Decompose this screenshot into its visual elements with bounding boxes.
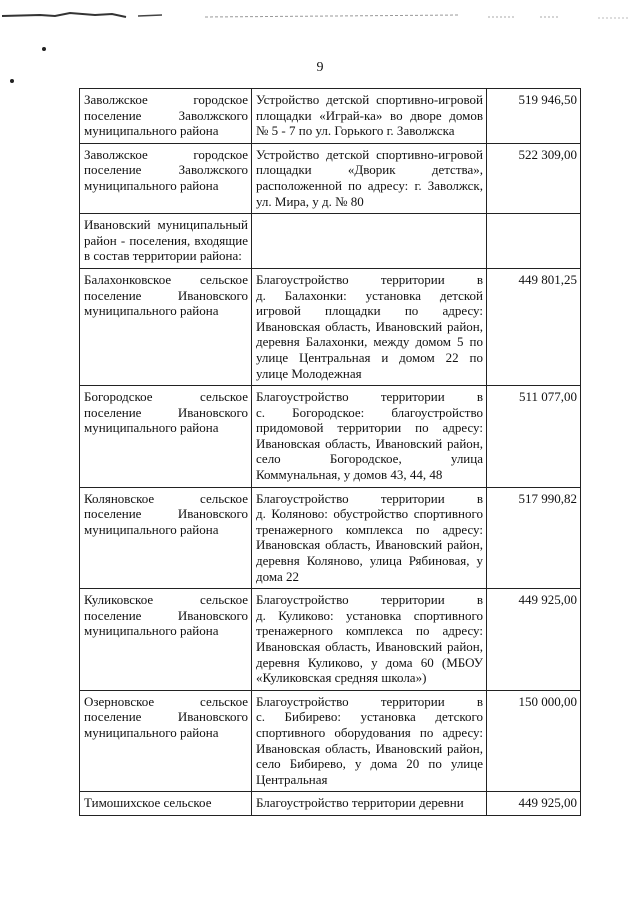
text-line: дома 22: [256, 568, 300, 584]
scan-artifact-top: [0, 0, 640, 28]
text-line: муниципального района: [84, 623, 219, 639]
text-line: деревня Куликово, у дома 60 (МБОУ: [256, 654, 483, 670]
amount-cell: 511 077,00: [487, 386, 581, 488]
table-row: [80, 690, 581, 792]
text-line: муниципального района: [84, 177, 219, 193]
table-row: [80, 143, 581, 213]
recipient-cell: [80, 268, 252, 385]
text-line: Ивановская область, Ивановский район,: [256, 318, 483, 334]
text-line: игровой площадки по адресу:: [256, 303, 483, 319]
text-line: поселение Ивановского: [84, 506, 248, 522]
text-line: площадки «Дворик детства»,: [256, 162, 483, 178]
text-line: № 5 - 7 по ул. Горького г. Заволжска: [256, 123, 455, 139]
amount-cell: 517 990,82: [487, 487, 581, 589]
text-line: Устройство детской спортивно-игровой: [256, 146, 483, 162]
table-row: [80, 386, 581, 488]
text-line: муниципального района: [84, 521, 219, 537]
text-line: поселение Ивановского: [84, 709, 248, 725]
text-line: Благоустройство территории в: [256, 592, 483, 608]
text-line: Ивановская область, Ивановский район,: [256, 537, 483, 553]
text-line: Благоустройство территории в: [256, 490, 483, 506]
text-line: поселение Ивановского: [84, 287, 248, 303]
amount-cell: 150 000,00: [487, 690, 581, 792]
text-line: Тимошихское сельское: [84, 795, 212, 811]
text-line: поселение Ивановского: [84, 607, 248, 623]
text-line: деревня Коляново, улица Рябиновая, у: [256, 553, 483, 569]
text-line: Центральная: [256, 771, 328, 787]
recipient-cell: [80, 589, 252, 691]
text-line: Благоустройство территории деревни: [256, 795, 464, 811]
text-line: с. Богородское: благоустройство: [256, 404, 483, 420]
text-line: поселение Заволжского: [84, 162, 248, 178]
text-line: муниципального района: [84, 724, 219, 740]
recipient-cell: [80, 214, 252, 269]
amount-cell: 449 925,00: [487, 589, 581, 691]
text-line: Коляновское сельское: [84, 490, 248, 506]
text-line: Устройство детской спортивно-игровой: [256, 92, 483, 107]
recipient-cell: [80, 487, 252, 589]
text-line: улице Центральная и домом 22 по: [256, 349, 483, 365]
text-line: Благоустройство территории в: [256, 389, 483, 405]
text-line: село Богородское, улица: [256, 451, 483, 467]
recipient-cell: [80, 792, 252, 816]
amount-cell: 522 309,00: [487, 143, 581, 213]
description-cell: [252, 487, 487, 589]
table-row: [80, 487, 581, 589]
description-cell: [252, 143, 487, 213]
amount-cell: 449 801,25: [487, 268, 581, 385]
text-line: муниципального района: [84, 303, 219, 319]
text-line: Озерновское сельское: [84, 693, 248, 709]
text-line: площадки «Играй-ка» во дворе домов: [256, 107, 483, 123]
text-line: Ивановский муниципальный: [84, 217, 248, 233]
recipient-cell: [80, 690, 252, 792]
text-line: Благоустройство территории в: [256, 271, 483, 287]
description-cell: [252, 690, 487, 792]
text-line: д. Балахонки: установка детской: [256, 287, 483, 303]
text-line: Богородское сельское: [84, 389, 248, 405]
text-line: д. Куликово: установка спортивного: [256, 607, 483, 623]
table-row: [80, 268, 581, 385]
description-cell: [252, 386, 487, 488]
text-line: ул. Мира, у д. № 80: [256, 193, 364, 209]
description-cell: [252, 792, 487, 816]
text-line: поселение Ивановского: [84, 404, 248, 420]
text-line: спортивного оборудования по адресу:: [256, 724, 483, 740]
description-cell: [252, 589, 487, 691]
text-line: придомовой территории по адресу:: [256, 420, 483, 436]
table-row: [80, 792, 581, 816]
text-line: расположенной по адресу: г. Заволжск,: [256, 177, 483, 193]
text-line: улице Молодежная: [256, 365, 362, 381]
recipient-cell: [80, 89, 252, 144]
funding-table: [79, 88, 581, 816]
text-line: «Куликовская средняя школа»): [256, 670, 427, 686]
text-line: Заволжское городское: [84, 92, 248, 107]
recipient-cell: [80, 143, 252, 213]
description-cell: [252, 214, 487, 269]
table-row: [80, 214, 581, 269]
text-line: Заволжское городское: [84, 146, 248, 162]
text-line: Благоустройство территории в: [256, 693, 483, 709]
text-line: муниципального района: [84, 123, 219, 139]
text-line: Ивановская область, Ивановский район,: [256, 639, 483, 654]
scan-speck: [10, 79, 14, 83]
table-row: [80, 589, 581, 691]
text-line: тренажерного комплекса по адресу:: [256, 623, 483, 639]
text-line: деревня Балахонки, между домом 5 по: [256, 334, 483, 350]
amount-cell: 519 946,50: [487, 89, 581, 144]
scan-speck: [42, 47, 46, 51]
recipient-cell: [80, 386, 252, 488]
text-line: поселение Заволжского: [84, 107, 248, 123]
text-line: в состав территории района:: [84, 248, 242, 264]
amount-cell: [487, 214, 581, 269]
text-line: Ивановская область, Ивановский район,: [256, 740, 483, 756]
text-line: Ивановская область, Ивановский район,: [256, 435, 483, 451]
text-line: муниципального района: [84, 420, 219, 436]
text-line: район - поселения, входящие: [84, 232, 248, 248]
table-row: [80, 89, 581, 144]
text-line: с. Бибирево: установка детского: [256, 709, 483, 725]
text-line: Коммунальная, у домов 43, 44, 48: [256, 467, 443, 483]
description-cell: [252, 89, 487, 144]
text-line: тренажерного комплекса по адресу:: [256, 521, 483, 537]
text-line: д. Коляново: обустройство спортивного: [256, 506, 483, 522]
amount-cell: 449 925,00: [487, 792, 581, 816]
page-number: 9: [316, 60, 324, 75]
description-cell: [252, 268, 487, 385]
text-line: Куликовское сельское: [84, 592, 248, 608]
text-line: Балахонковское сельское: [84, 271, 248, 287]
text-line: село Бибирево, у дома 20 по улице: [256, 756, 483, 772]
